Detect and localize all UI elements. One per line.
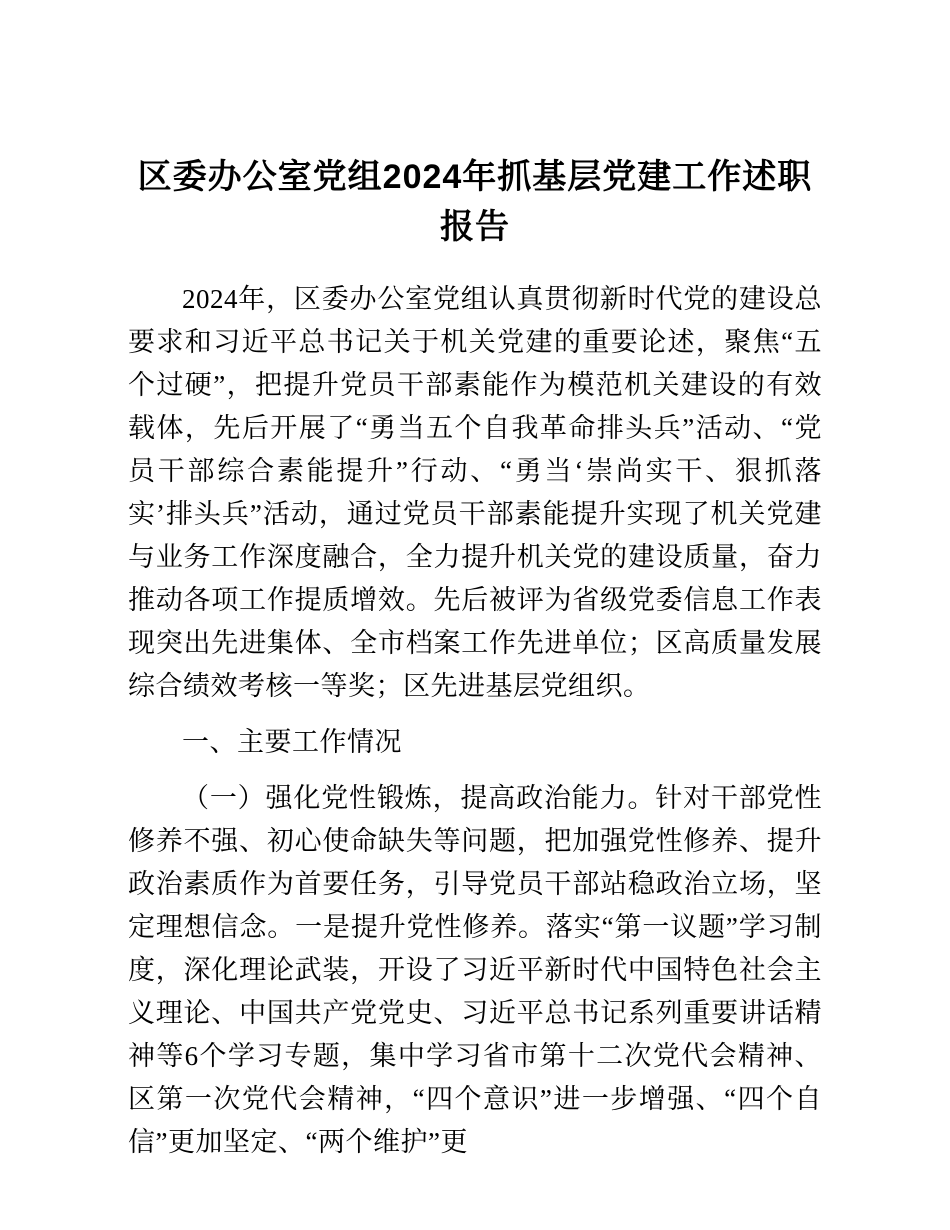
document-title: 区委办公室党组2024年抓基层党建工作述职报告 (137, 158, 813, 246)
paragraph-intro: 2024年，区委办公室党组认真贯彻新时代党的建设总要求和习近平总书记关于机关党建的重要论述，聚焦“五个过硬”，把提升党员干部素能作为模范机关建设的有效载体，先后开展了“勇当五个自我革命排头兵”活动、“党员干部综合素能提升”行动、“勇当‘崇尚实干、狠抓落实’排头兵”活动，通过党员干部素能提升实现了机关党建与业务工作深度融合，全力提升机关党的建设质量，奋力推动各项工作提质增效。先后被评为省级党委信息工作表现突出先进集体、全市档案工作先进单位；区高质量发展综合绩效考核一等奖；区先进基层党组织。 (128, 284, 822, 701)
section-heading-main-work: 一、主要工作情况 (182, 727, 402, 757)
paragraph-section-one: （一）强化党性锻炼，提高政治能力。针对干部党性修养不强、初心使命缺失等问题，把加强党性修养、提升政治素质作为首要任务，引导党员干部站稳政治立场，坚定理想信念。一是提升党性修养。落实“第一议题”学习制度，深化理论武装，开设了习近平新时代中国特色社会主义理论、中国共产党党史、习近平总书记系列重要讲话精神等6个学习专题，集中学习省市第十二次党代会精神、区第一次党代会精神，“四个意识”进一步增强、“四个自信”更加坚定、“两个维护”更 (128, 783, 822, 1157)
